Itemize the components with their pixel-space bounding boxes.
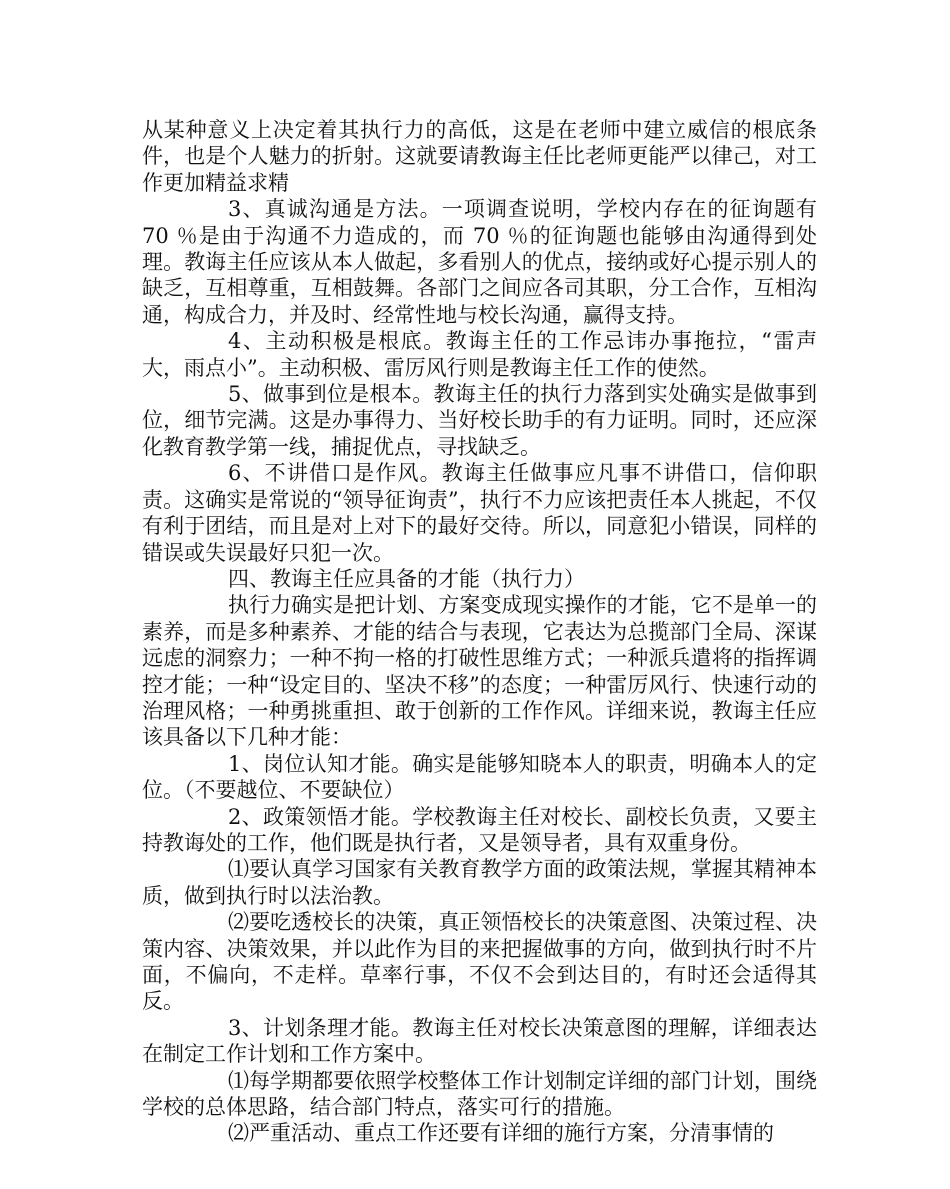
paragraph: 四、教诲主任应具备的才能（执行力） xyxy=(228,566,585,591)
paragraph: 2、政策领悟才能。学校教诲主任对校长、副校长负责，又要主持教诲处的工作，他们既是执行者，又是领导者，具有双重身份。 xyxy=(142,804,817,855)
paragraph: ⑴每学期都要依照学校整体工作计划制定详细的部门计划，围绕学校的总体思路，结合部门特点，落实可行的措施。 xyxy=(142,1068,817,1120)
paragraph: 3、计划条理才能。教诲主任对校长决策意图的理解，详细表达在制定工作计划和工作方案中。 xyxy=(142,1015,817,1067)
paragraph: 3、真诚沟通是方法。一项调查说明，学校内存在的征询题有 70 ％是由于沟通不力造成的，而 70 ％的征询题也能够由沟通得到处理。教诲主任应该从本人做起，多看别人的优点，接纳或好心提示别人的缺乏，互相尊重，互相鼓舞。各部门之间应各司其职，分工合作，互相沟通，构成合力，并及时、经常性地与校长沟通，赢得支持。 xyxy=(142,197,817,327)
paragraph: ⑵要吃透校长的决策，真正领悟校长的决策意图、决策过程、决策内容、决策效果，并以此作为目的来把握做事的方向，做到执行时不片面，不偏向，不走样。草率行事，不仅不会到达目的，有时还会适得其反。 xyxy=(142,910,817,1014)
paragraph: 6、不讲借口是作风。教诲主任做事应凡事不讲借口，信仰职责。这确实是常说的“领导征询责”，执行不力应该把责任本人挑起，不仅有利于团结，而且是对上对下的最好交待。所以，同意犯小错误，同样的错误或失误最好只犯一次。 xyxy=(142,461,817,565)
paragraph: 执行力确实是把计划、方案变成现实操作的才能，它不是单一的素养，而是多种素养、才能的结合与表现，它表达为总揽部门全局、深谋远虑的洞察力；一种不拘一格的打破性思维方式；一种派兵遣将的指挥调控才能；一种“设定目的、坚决不移”的态度；一种雷厉风行、快速行动的治理风格；一种勇挑重担、敢于创新的工作作风。详细来说，教诲主任应该具备以下几种才能： xyxy=(142,593,817,750)
paragraph: 4、主动积极是根底。教诲主任的工作忌讳办事拖拉，“雷声大，雨点小”。主动积极、雷厉风行则是教诲主任工作的使然。 xyxy=(142,329,817,380)
paragraph: ⑴要认真学习国家有关教育教学方面的政策法规，掌握其精神本质，做到执行时以法治教。 xyxy=(142,857,817,908)
paragraph: 1、岗位认知才能。确实是能够知晓本人的职责，明确本人的定位。（不要越位、不要缺位） xyxy=(142,751,817,803)
paragraph: 5、做事到位是根本。教诲主任的执行力落到实处确实是做事到位，细节完满。这是办事得力、当好校长助手的有力证明。同时，还应深化教育教学第一线，捕捉优点，寻找缺乏。 xyxy=(142,382,817,459)
document-body xyxy=(142,117,817,1147)
paragraph: 从某种意义上决定着其执行力的高低，这是在老师中建立威信的根底条件，也是个人魅力的折射。这就要请教诲主任比老师更能严以律己，对工作更加精益求精 xyxy=(142,118,817,195)
paragraph: ⑵严重活动、重点工作还要有详细的施行方案，分清事情的 xyxy=(228,1121,774,1146)
